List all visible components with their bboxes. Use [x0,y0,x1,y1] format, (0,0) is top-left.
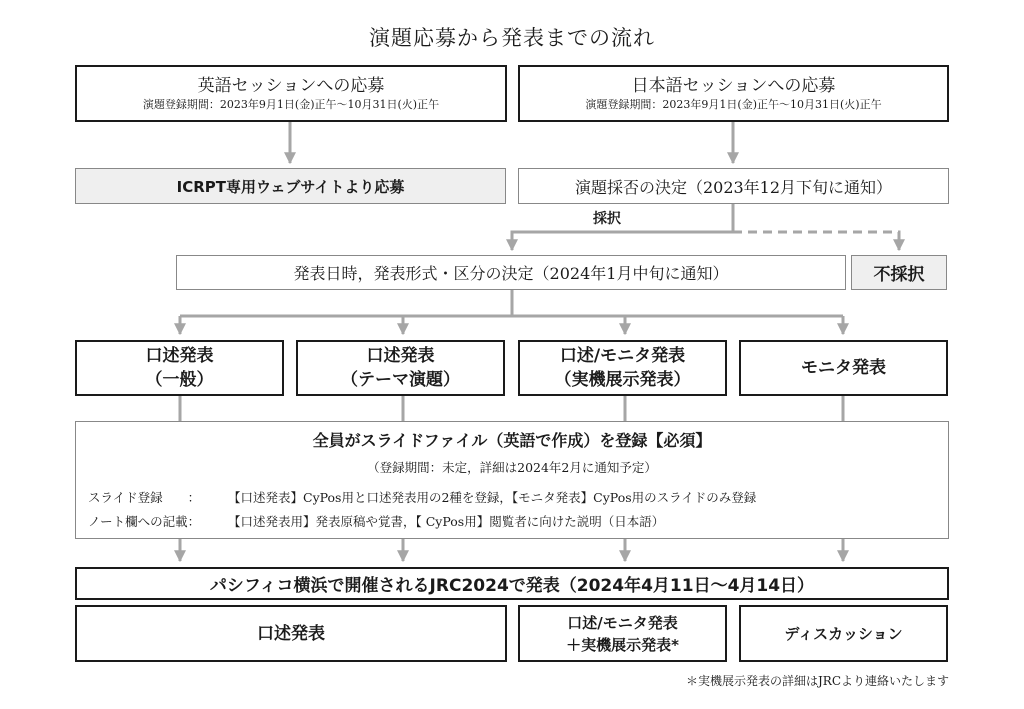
japanese-session-period: 演題登録期間：2023年9月1日(金)正午〜10月31日(火)正午 [585,97,882,111]
slide-info-row-text: 【口述発表】CyPos用と口述発表用の2種を登録，【モニタ発表】CyPos用のスライドのみ登録 [228,490,757,505]
slide-info-row-label: スライド登録 ： [88,490,201,505]
slide-info-row [88,488,756,506]
schedule-decision-box [176,255,846,290]
arrow-accepted [512,204,733,250]
english-session-box [75,65,507,122]
final-oral-label: 口述発表 [257,623,325,644]
format-oral-monitor-demo [518,340,727,396]
arrow-rejected [733,232,899,250]
footnote: ＊実機展示発表の詳細はJRCより連絡いたします [685,674,949,688]
acceptance-decision-label: 演題採否の決定（2023年12月下旬に通知） [574,177,893,197]
accepted-label: 採択 [593,211,621,227]
english-session-heading: 英語セッションへの応募 [197,75,385,96]
page-title: 演題応募から発表までの流れ [369,26,655,50]
slide-info-row [88,512,664,530]
format-oral-theme [296,340,505,396]
final-discussion-label: ディスカッション [784,625,903,643]
schedule-decision-label: 発表日時，発表形式・区分の決定（2024年1月中旬に通知） [293,264,729,283]
final-discussion-box [739,605,948,662]
format-line1: モニタ発表 [801,358,886,378]
rejected-label: 不採択 [873,265,925,285]
final-monitor-box [518,605,727,662]
final-oral-box [75,605,507,662]
format-line2: （実機展示発表） [554,370,691,390]
format-line1: 口述発表 [366,346,435,366]
final-monitor-line2: ＋実機展示発表* [566,635,679,654]
acceptance-decision-box [518,168,949,204]
final-monitor-line1: 口述/モニタ発表 [567,613,678,632]
rejected-box [851,255,947,290]
format-line2: （一般） [145,370,214,390]
format-line2: （テーマ演題） [341,370,460,390]
icrpt-submit-label: ICRPT専用ウェブサイトより応募 [176,177,405,196]
slide-info-box [75,421,949,539]
format-oral-general [75,340,284,396]
jrc-presentation-box [75,567,949,600]
icrpt-submit-box [75,168,506,204]
format-monitor [739,340,948,396]
jrc-presentation-label: パシフィコ横浜で開催されるJRC2024で発表（2024年4月11日〜4月14日） [209,576,815,596]
english-session-period: 演題登録期間：2023年9月1日(金)正午〜10月31日(火)正午 [142,97,440,111]
format-line1: 口述発表 [145,346,214,366]
slide-info-heading: 全員がスライドファイル（英語で作成）を登録【必須】 [312,431,712,450]
slide-info-sub: （登録期間：未定，詳細は2024年2月に通知予定） [367,460,657,475]
japanese-session-box [518,65,949,122]
format-line1: 口述/モニタ発表 [559,346,686,366]
slide-info-row-text: 【口述発表用】発表原稿や覚書，【 CyPos用】閲覧者に向けた説明（日本語） [228,514,665,529]
arrow-to-formats [180,290,843,333]
japanese-session-heading: 日本語セッションへの応募 [631,75,836,96]
slide-info-row-label: ノート欄への記載： [88,514,201,529]
